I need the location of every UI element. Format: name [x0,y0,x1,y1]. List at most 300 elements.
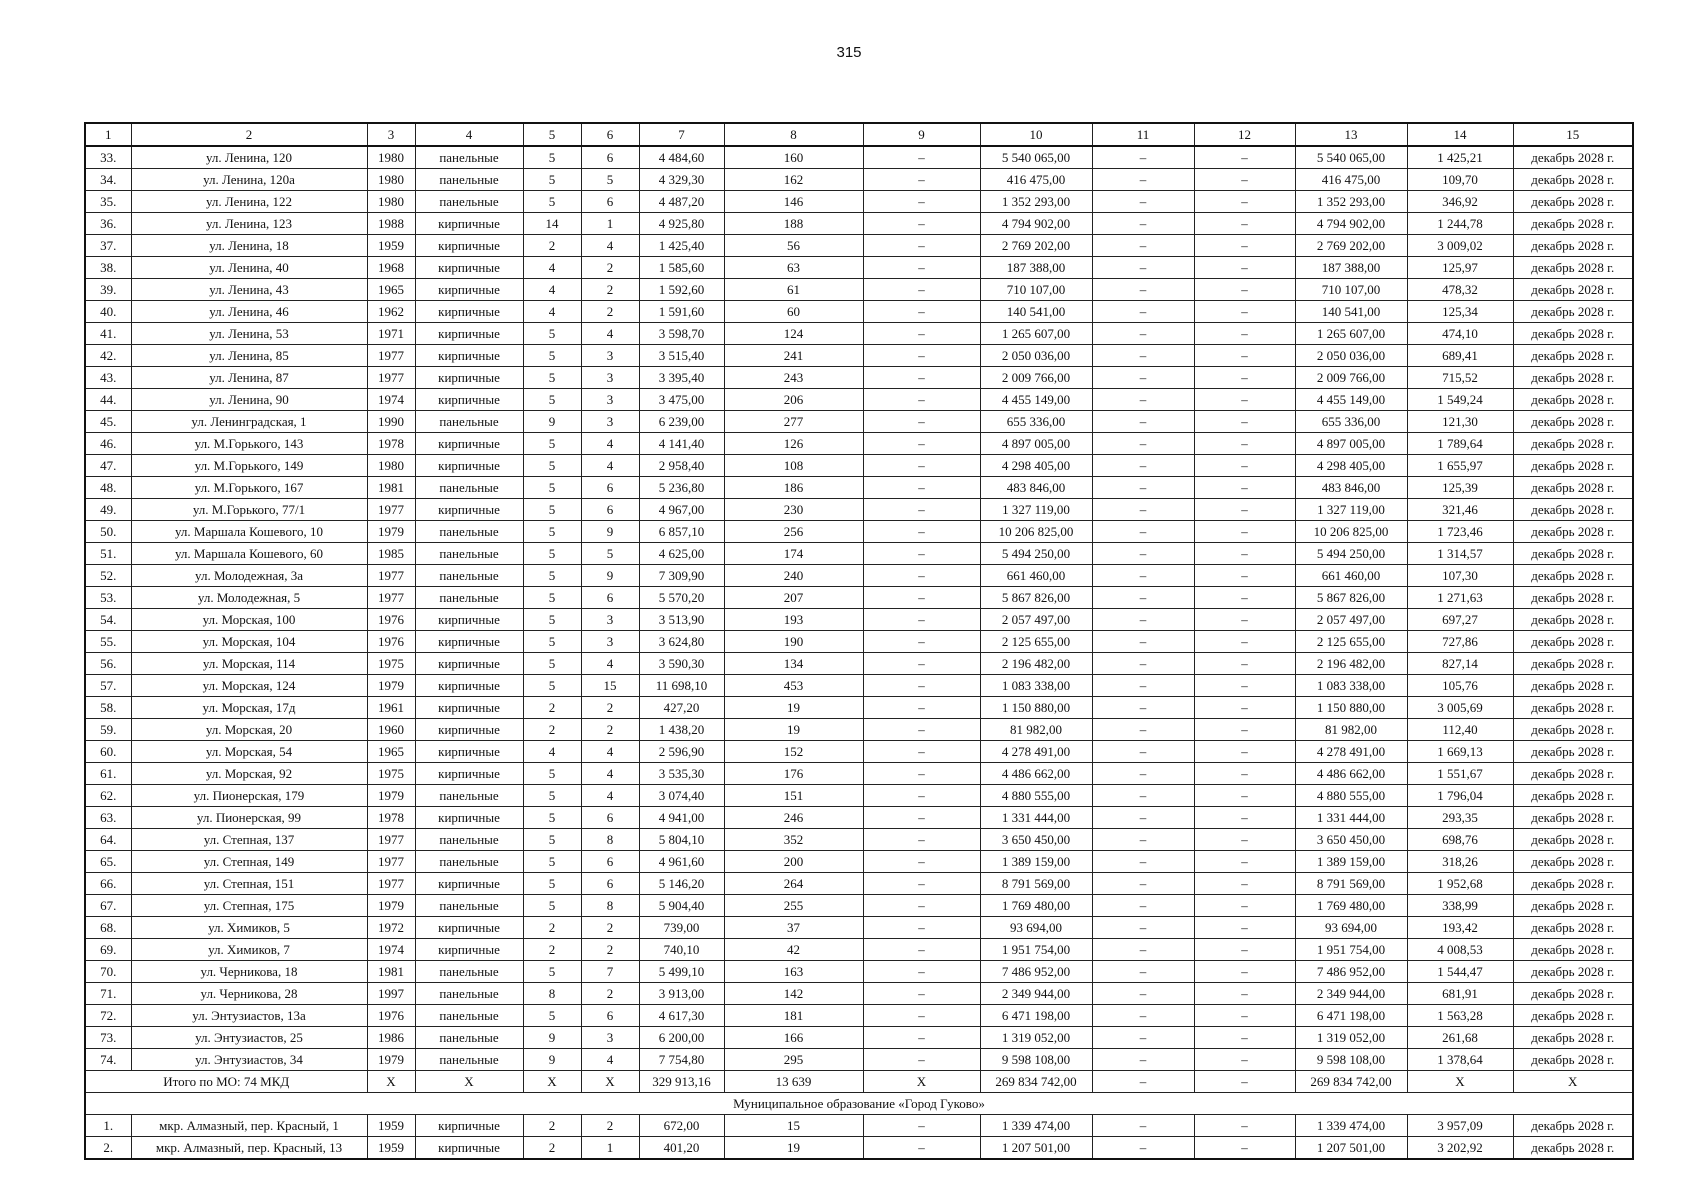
table-cell: 3 513,90 [639,609,724,631]
table-cell: 2 769 202,00 [980,235,1092,257]
table-cell: – [1194,543,1295,565]
table-cell: 107,30 [1407,565,1513,587]
table-cell: – [1092,1005,1194,1027]
table-cell: – [1092,983,1194,1005]
table-cell: 1 591,60 [639,301,724,323]
table-cell: – [1194,961,1295,983]
table-cell: 4 [523,301,581,323]
table-cell: 3 [581,609,639,631]
table-cell: 207 [724,587,863,609]
table-cell: 5 [523,499,581,521]
table-cell: 246 [724,807,863,829]
column-header: 13 [1295,123,1407,146]
column-header: 11 [1092,123,1194,146]
table-cell: – [1092,1115,1194,1137]
table-cell: 71. [85,983,131,1005]
table-cell: – [863,631,980,653]
table-cell: ул. Химиков, 7 [131,939,367,961]
table-cell: – [1194,939,1295,961]
table-cell: панельные [415,146,523,169]
table-cell: 66. [85,873,131,895]
table-cell: кирпичные [415,433,523,455]
table-cell: 3 957,09 [1407,1115,1513,1137]
table-row [85,191,1633,213]
table-cell: 1962 [367,301,415,323]
table-cell: 2 [581,939,639,961]
table-cell: – [1092,521,1194,543]
table-cell: 3 913,00 [639,983,724,1005]
table-cell: 40. [85,301,131,323]
table-cell: 2 [523,1115,581,1137]
table-cell: 1971 [367,323,415,345]
table-cell: декабрь 2028 г. [1513,719,1633,741]
table-cell: 1 [581,213,639,235]
table-cell: 672,00 [639,1115,724,1137]
table-cell: – [1092,653,1194,675]
table-cell: 45. [85,411,131,433]
table-cell: панельные [415,411,523,433]
table-cell: 1 438,20 [639,719,724,741]
table-cell: – [1194,1137,1295,1160]
table-cell: – [863,961,980,983]
table-cell: 1986 [367,1027,415,1049]
table-cell: – [863,1115,980,1137]
table-cell: 1968 [367,257,415,279]
table-cell: 7 [581,961,639,983]
table-cell: – [863,191,980,213]
table-cell: – [1194,851,1295,873]
table-cell: ул. Пионерская, 99 [131,807,367,829]
column-header: 1 [85,123,131,146]
table-cell: 3 [581,1027,639,1049]
table-cell: декабрь 2028 г. [1513,235,1633,257]
table-cell: – [863,257,980,279]
table-cell: 3 [581,411,639,433]
table-cell: 241 [724,345,863,367]
table-cell: 1978 [367,433,415,455]
table-cell: 3 202,92 [1407,1137,1513,1160]
table-cell: 230 [724,499,863,521]
table-cell: 4 [581,323,639,345]
table-row [85,323,1633,345]
table-cell: ул. Черникова, 28 [131,983,367,1005]
table-cell: панельные [415,477,523,499]
table-cell: 1979 [367,1049,415,1071]
table-cell: 37. [85,235,131,257]
table-cell: – [863,499,980,521]
table-cell: 4 [581,433,639,455]
table-cell: – [1194,785,1295,807]
table-cell: – [1092,323,1194,345]
table-cell: ул. Энтузиастов, 13а [131,1005,367,1027]
table-row [85,1005,1633,1027]
total-row [85,1071,1633,1093]
table-cell: ул. Ленина, 46 [131,301,367,323]
table-cell: 19 [724,719,863,741]
table-cell: 427,20 [639,697,724,719]
table-cell: 1976 [367,1005,415,1027]
table-cell: 698,76 [1407,829,1513,851]
table-cell: 453 [724,675,863,697]
table-cell: – [1194,499,1295,521]
table-cell: 4 298 405,00 [1295,455,1407,477]
table-cell: 3 395,40 [639,367,724,389]
table-cell: – [1194,455,1295,477]
table-cell: 60. [85,741,131,763]
table-cell: кирпичные [415,675,523,697]
table-row [85,543,1633,565]
table-cell: – [863,169,980,191]
table-cell: декабрь 2028 г. [1513,301,1633,323]
table-cell: 109,70 [1407,169,1513,191]
table-cell: 51. [85,543,131,565]
table-cell: 4 [581,1049,639,1071]
table-cell: ул. Степная, 175 [131,895,367,917]
table-cell: ул. Степная, 151 [131,873,367,895]
table-cell: 1 769 480,00 [980,895,1092,917]
table-cell: декабрь 2028 г. [1513,1115,1633,1137]
table-cell: 3 598,70 [639,323,724,345]
table-cell: 2 [523,719,581,741]
table-cell: 2 009 766,00 [980,367,1092,389]
table-cell: 4 [581,235,639,257]
table-cell: 126 [724,433,863,455]
table-cell: 67. [85,895,131,917]
table-cell: 4 925,80 [639,213,724,235]
table-cell: кирпичные [415,499,523,521]
table-cell: 1 425,40 [639,235,724,257]
table-cell: 7 754,80 [639,1049,724,1071]
table-cell: 1 083 338,00 [980,675,1092,697]
table-cell: – [1194,763,1295,785]
table-cell: 4 [581,653,639,675]
table-cell: 9 [581,521,639,543]
table-cell: декабрь 2028 г. [1513,345,1633,367]
table-cell: 4 329,30 [639,169,724,191]
table-cell: 5 236,80 [639,477,724,499]
table-cell: 1961 [367,697,415,719]
table-cell: 2 769 202,00 [1295,235,1407,257]
table-cell: 38. [85,257,131,279]
table-cell: 346,92 [1407,191,1513,213]
table-cell: декабрь 2028 г. [1513,741,1633,763]
table-cell: – [1092,389,1194,411]
table-cell: 4 961,60 [639,851,724,873]
table-cell: – [1194,301,1295,323]
table-row [85,257,1633,279]
table-cell: – [1194,1005,1295,1027]
table-cell: 1980 [367,455,415,477]
table-cell: 1976 [367,609,415,631]
table-cell: 256 [724,521,863,543]
table-cell: 42. [85,345,131,367]
table-cell: – [863,741,980,763]
table-cell: 1 723,46 [1407,521,1513,543]
table-cell: 56 [724,235,863,257]
table-cell: ул. Пионерская, 179 [131,785,367,807]
table-cell: 1 319 052,00 [1295,1027,1407,1049]
table-cell: 65. [85,851,131,873]
table-cell: 61 [724,279,863,301]
table-cell: – [1194,521,1295,543]
table-cell: 1 265 607,00 [1295,323,1407,345]
table-cell: – [1092,939,1194,961]
table-cell: ул. Ленина, 43 [131,279,367,301]
table-cell: декабрь 2028 г. [1513,367,1633,389]
table-cell: 125,39 [1407,477,1513,499]
table-row [85,1049,1633,1071]
table-cell: 4 484,60 [639,146,724,169]
table-cell: панельные [415,1049,523,1071]
table-cell: – [1092,719,1194,741]
table-cell: 53. [85,587,131,609]
table-cell: 2 [581,697,639,719]
table-cell: 5 146,20 [639,873,724,895]
table-cell: – [863,1137,980,1160]
table-cell: 60 [724,301,863,323]
table-cell: 3 650 450,00 [1295,829,1407,851]
table-cell: 54. [85,609,131,631]
table-cell: – [1092,1027,1194,1049]
table-cell: 1 207 501,00 [980,1137,1092,1160]
table-cell: 163 [724,961,863,983]
table-cell: 1 425,21 [1407,146,1513,169]
table-cell: – [863,235,980,257]
table-cell: ул. Морская, 104 [131,631,367,653]
table-row [85,829,1633,851]
table-cell: 5 570,20 [639,587,724,609]
table-cell: кирпичные [415,653,523,675]
table-cell: ул. Ленина, 90 [131,389,367,411]
table-cell: – [1194,213,1295,235]
table-cell: декабрь 2028 г. [1513,1049,1633,1071]
table-cell: панельные [415,191,523,213]
table-cell: 5 [523,345,581,367]
table-cell: 4 [581,455,639,477]
table-cell: кирпичные [415,741,523,763]
total-cell: 329 913,16 [639,1071,724,1093]
total-cell: – [1092,1071,1194,1093]
column-header: 15 [1513,123,1633,146]
table-cell: 2 958,40 [639,455,724,477]
table-cell: панельные [415,895,523,917]
table-cell: 50. [85,521,131,543]
column-header: 5 [523,123,581,146]
table-row [85,697,1633,719]
table-cell: – [863,829,980,851]
table-cell: 121,30 [1407,411,1513,433]
table-cell: панельные [415,521,523,543]
table-cell: – [1194,235,1295,257]
table-cell: – [1092,895,1194,917]
table-cell: – [863,455,980,477]
table-cell: – [1194,345,1295,367]
table-cell: декабрь 2028 г. [1513,961,1633,983]
table-cell: 727,86 [1407,631,1513,653]
table-row [85,521,1633,543]
table-cell: 1981 [367,961,415,983]
table-cell: 112,40 [1407,719,1513,741]
table-cell: 3 [581,389,639,411]
table-cell: – [1194,829,1295,851]
table-cell: 5 494 250,00 [1295,543,1407,565]
table-cell: 661 460,00 [1295,565,1407,587]
table-cell: 193,42 [1407,917,1513,939]
table-cell: – [1092,367,1194,389]
table-cell: 5 [523,653,581,675]
table-cell: – [1194,675,1295,697]
table-cell: – [1092,499,1194,521]
table-cell: 5 [523,455,581,477]
table-cell: – [863,895,980,917]
table-cell: – [863,609,980,631]
table-cell: – [1092,191,1194,213]
table-cell: 42 [724,939,863,961]
table-cell: 2 [523,1137,581,1160]
table-cell: декабрь 2028 г. [1513,257,1633,279]
table-cell: 1976 [367,631,415,653]
table-cell: 1985 [367,543,415,565]
column-header: 4 [415,123,523,146]
table-cell: 19 [724,1137,863,1160]
table-cell: 416 475,00 [980,169,1092,191]
table-cell: 10 206 825,00 [1295,521,1407,543]
table-cell: 1 952,68 [1407,873,1513,895]
table-cell: 1 331 444,00 [980,807,1092,829]
table-cell: – [1194,587,1295,609]
table-cell: 63. [85,807,131,829]
table-cell: 1 244,78 [1407,213,1513,235]
table-cell: 338,99 [1407,895,1513,917]
table-cell: 1 796,04 [1407,785,1513,807]
table-cell: – [863,146,980,169]
table-cell: 5 [523,873,581,895]
table-cell: ул. М.Горького, 167 [131,477,367,499]
table-cell: 1981 [367,477,415,499]
table-cell: – [1092,301,1194,323]
column-header: 6 [581,123,639,146]
table-cell: декабрь 2028 г. [1513,477,1633,499]
table-cell: 5 [523,543,581,565]
table-cell: 5 [523,367,581,389]
table-cell: – [1194,146,1295,169]
table-cell: – [1194,1115,1295,1137]
table-cell: 3 009,02 [1407,235,1513,257]
table-cell: 9 [523,1027,581,1049]
table-cell: 1980 [367,169,415,191]
table-cell: 1977 [367,873,415,895]
table-cell: 9 [581,565,639,587]
table-cell: 1959 [367,1115,415,1137]
table-cell: 1979 [367,521,415,543]
table-cell: – [1194,653,1295,675]
table-cell: 1 319 052,00 [980,1027,1092,1049]
table-row [85,1027,1633,1049]
table-cell: 3 650 450,00 [980,829,1092,851]
table-cell: 188 [724,213,863,235]
table-cell: 6 857,10 [639,521,724,543]
table-cell: 6 471 198,00 [980,1005,1092,1027]
table-cell: 2 196 482,00 [980,653,1092,675]
table-row [85,675,1633,697]
table-cell: – [1092,763,1194,785]
table-row [85,851,1633,873]
table-row [85,279,1633,301]
table-cell: 146 [724,191,863,213]
table-cell: 4 008,53 [1407,939,1513,961]
table-cell: – [863,807,980,829]
table-cell: 5 [523,191,581,213]
table-cell: 8 791 569,00 [980,873,1092,895]
table-cell: 62. [85,785,131,807]
table-cell: 1977 [367,367,415,389]
table-cell: декабрь 2028 г. [1513,1005,1633,1027]
table-cell: 6 471 198,00 [1295,1005,1407,1027]
table-cell: 655 336,00 [1295,411,1407,433]
table-cell: 1 150 880,00 [980,697,1092,719]
table-cell: панельные [415,565,523,587]
table-cell: 4 967,00 [639,499,724,521]
table-cell: панельные [415,983,523,1005]
table-cell: кирпичные [415,873,523,895]
table-cell: – [1092,345,1194,367]
table-cell: 2 057 497,00 [980,609,1092,631]
table-cell: ул. Ленинградская, 1 [131,411,367,433]
table-cell: кирпичные [415,301,523,323]
table-cell: декабрь 2028 г. [1513,521,1633,543]
table-cell: 5 [581,169,639,191]
table-cell: 200 [724,851,863,873]
table-cell: 49. [85,499,131,521]
table-cell: ул. Ленина, 120 [131,146,367,169]
table-cell: ул. Ленина, 122 [131,191,367,213]
table-cell: декабрь 2028 г. [1513,191,1633,213]
table-cell: 181 [724,1005,863,1027]
table-cell: 1 327 119,00 [980,499,1092,521]
table-cell: 4 794 902,00 [1295,213,1407,235]
table-cell: 5 [523,521,581,543]
page-number: 315 [836,44,862,61]
table-cell: 1979 [367,675,415,697]
table-cell: 4 [581,741,639,763]
table-cell: панельные [415,1027,523,1049]
table-cell: мкр. Алмазный, пер. Красный, 13 [131,1137,367,1160]
table-row [85,235,1633,257]
table-cell: 4 298 405,00 [980,455,1092,477]
table-cell: кирпичные [415,213,523,235]
table-row [85,345,1633,367]
table-cell: 166 [724,1027,863,1049]
total-label: Итого по МО: 74 МКД [85,1071,367,1093]
table-cell: 2 [581,257,639,279]
table-cell: 3 475,00 [639,389,724,411]
table-row [85,301,1633,323]
table-cell: – [1092,587,1194,609]
table-cell: 4 [581,785,639,807]
table-cell: 689,41 [1407,345,1513,367]
table-cell: 162 [724,169,863,191]
table-cell: – [1092,433,1194,455]
table-cell: 6 [581,873,639,895]
table-cell: кирпичные [415,367,523,389]
table-cell: 4 278 491,00 [1295,741,1407,763]
table-cell: – [863,1049,980,1071]
table-cell: кирпичные [415,1137,523,1160]
table-cell: – [1194,477,1295,499]
table-cell: 46. [85,433,131,455]
table-cell: 5 [523,609,581,631]
table-row [85,587,1633,609]
